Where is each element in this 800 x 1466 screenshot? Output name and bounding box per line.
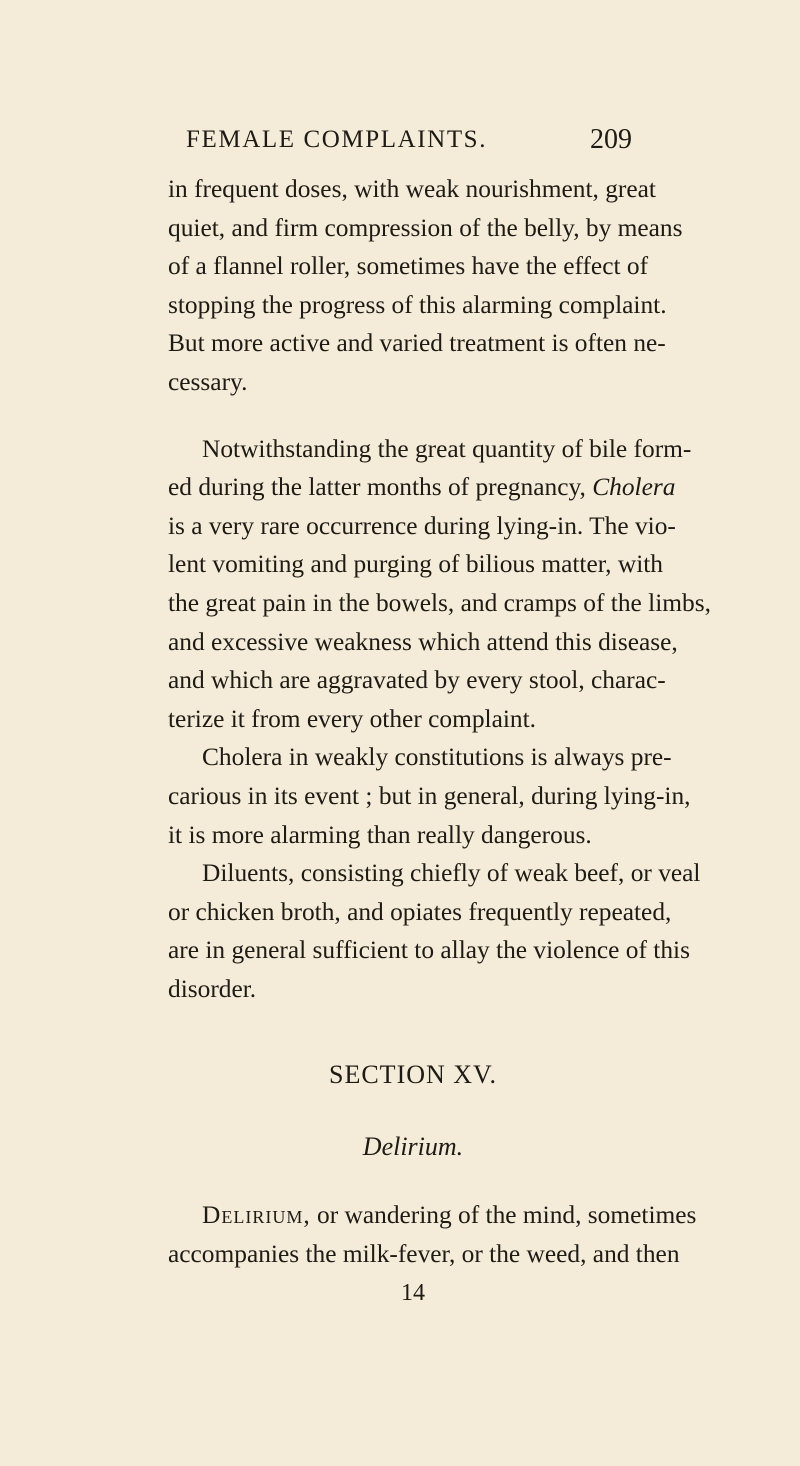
text-line: lent vomiting and purging of bilious matter, with (168, 550, 663, 579)
text-line: is a very rare occurrence during lying-in. The vio- (168, 511, 676, 540)
section-subtitle: Delirium. (362, 1132, 464, 1162)
lead-word: Delirium, (202, 1201, 311, 1230)
text-line: in frequent doses, with weak nourishment, great (168, 175, 656, 203)
text-line: Diluents, consisting chiefly of weak beef, or veal (202, 859, 701, 888)
text-line: cessary. (168, 367, 248, 396)
text-line: accompanies the milk-fever, or the weed, and then (168, 1240, 680, 1269)
running-title: FEMALE COMPLAINTS. (186, 126, 488, 153)
text-segment: ed during the latter months of pregnancy, (168, 473, 593, 502)
italic-term: Cholera (592, 473, 676, 502)
text-line: it is more alarming than really dangerous. (168, 820, 592, 849)
paragraph-continued (168, 170, 683, 402)
text-line: and excessive weakness which attend this disease, (168, 627, 678, 656)
text-line: carious in its event ; but in general, during lying-in, (168, 781, 691, 810)
body-text (168, 170, 711, 1312)
paragraph-weakly (168, 738, 691, 854)
text-line: the great pain in the bowels, and cramps of the limbs, (168, 588, 711, 617)
text-line: quiet, and firm compression of the belly, by means (168, 213, 683, 242)
text-segment: or wandering of the mind, sometimes (310, 1201, 697, 1230)
signature-mark: 14 (401, 1279, 425, 1306)
text-line (168, 468, 676, 507)
page-number: 209 (590, 124, 632, 155)
text-line: But more active and varied treatment is often ne- (168, 329, 666, 358)
section-heading: SECTION XV. (329, 1060, 497, 1090)
text-line: Notwithstanding the great quantity of bile form- (202, 434, 692, 463)
text-line: or chicken broth, and opiates frequently repeated, (168, 897, 672, 926)
text-line: are in general sufficient to allay the violence of this (168, 936, 690, 965)
text-line (168, 1196, 697, 1235)
paragraph-diluents (168, 854, 701, 1008)
running-head (0, 126, 800, 166)
text-line: disorder. (168, 974, 257, 1003)
text-line: stopping the progress of this alarming complaint. (168, 290, 667, 319)
text-line: and which are aggravated by every stool, charac- (168, 666, 666, 695)
paragraph-delirium (168, 1196, 697, 1273)
text-line: Cholera in weakly constitutions is always pre- (202, 743, 672, 772)
text-line: of a flannel roller, sometimes have the effect of (168, 252, 649, 281)
text-line: terize it from every other complaint. (168, 704, 537, 733)
paragraph-cholera (168, 430, 711, 739)
